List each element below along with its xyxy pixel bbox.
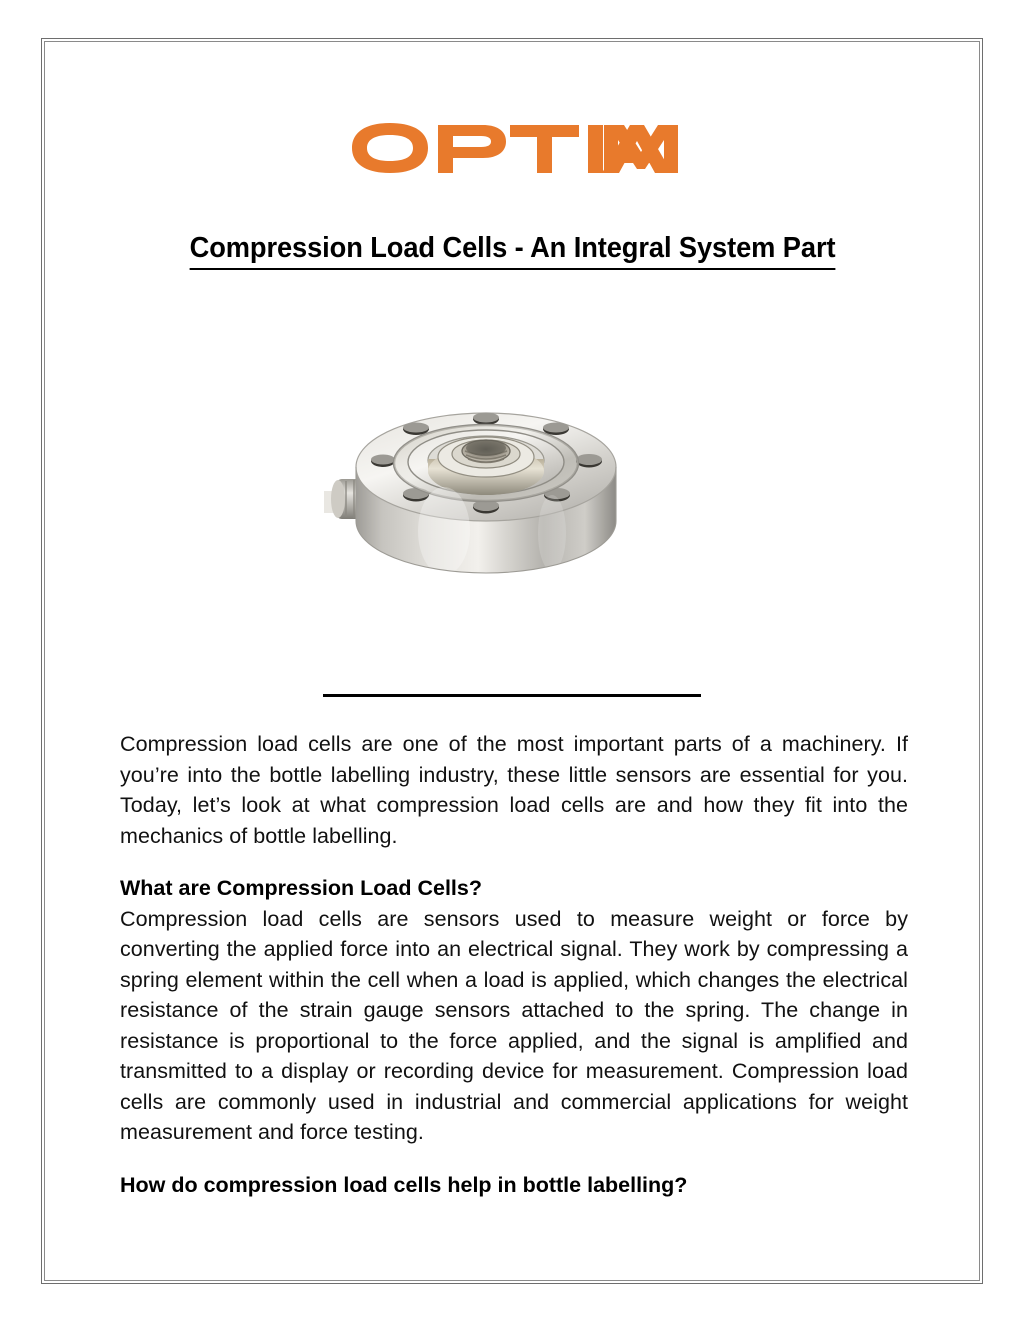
document-page: [41, 38, 983, 1284]
threaded-bore: [462, 440, 510, 463]
optima-logo-icon: [348, 121, 678, 177]
heading-what-are-compression-load-cells: What are Compression Load Cells?: [120, 876, 482, 900]
article-body: [120, 729, 908, 1200]
section-what-are: [120, 873, 908, 1148]
compression-load-cell-image: [316, 371, 646, 609]
page-content: [42, 39, 984, 1285]
load-cell-figure: [316, 371, 646, 609]
page-title: [42, 232, 984, 270]
paragraph-what-are-compression-load-cells: Compression load cells are sensors used to measure weight or force by converting the applied force into an electrical signal. They work by compressing a spring element within the cell when a load is applied, which changes the electrical resistance of the strain gauge sensors attached to the spring. The change in resistance is proportional to the force applied, and the signal is amplified and transmitted to a display or recording device for measurement. Compression load cells are commonly used in industrial and commercial applications for weight measurement and force testing.: [120, 906, 908, 1144]
page-title-text: Compression Load Cells - An Integral System Part: [190, 232, 836, 270]
optima-logo: [42, 121, 984, 182]
intro-paragraph: Compression load cells are one of the most important parts of a machinery. If you’re into the bottle labelling industry, these little sensors are essential for you. Today, let’s look at what compression load cells are and how they fit into the mechanics of bottle labelling.: [120, 732, 908, 848]
heading-how-do-compression-load-cells-help: How do compression load cells help in bottle labelling?: [120, 1172, 688, 1197]
section-divider: [323, 694, 701, 697]
